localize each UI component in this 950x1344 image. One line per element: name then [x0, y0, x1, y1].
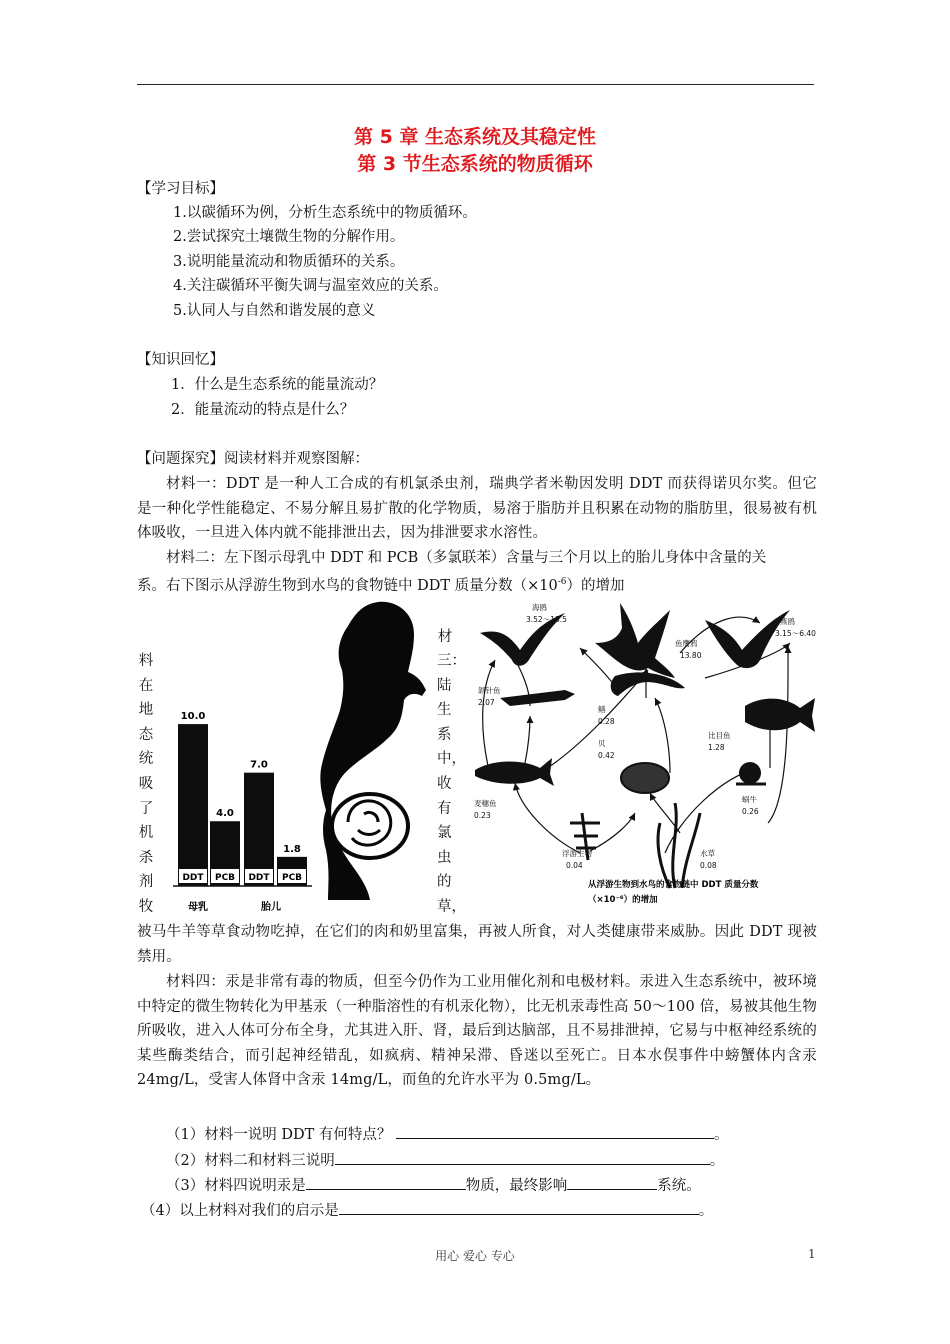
node-value: 0.26	[742, 807, 759, 816]
node-value: 2.07	[478, 698, 495, 707]
osprey-icon	[595, 603, 675, 678]
node-label: 贝	[598, 739, 606, 748]
node-label: 海鸥	[532, 603, 547, 612]
answer-blank-4[interactable]	[339, 1198, 699, 1215]
material-one: 材料一：DDT 是一种人工合成的有机氯杀虫剂，瑞典学者米勒因发明 DDT 而获得诺贝尔奖。但它是一种化学性能稳定、不易分解且易扩散的化学物质，易溶于脂肪并且积累在动物的脂肪里，很易被有机体吸收，一旦进入体内就不能排泄出去，因为排泄要求水溶性。	[137, 476, 817, 542]
group-label-fetus: 胎儿	[261, 902, 281, 913]
question-3: （3）材料四说明汞是 物质，最终影响 系统。	[166, 1173, 701, 1196]
page-number: 1	[808, 1247, 816, 1261]
page-footer: 用心 爱心 专心	[435, 1249, 515, 1263]
tern-icon	[705, 610, 790, 668]
bar-value-label: 1.8	[283, 843, 301, 855]
recall-heading: 【知识回忆】	[137, 352, 224, 368]
node-value: 0.04	[566, 861, 583, 870]
node-label: 麦穗鱼	[474, 799, 497, 808]
material-three-left-column: 料 在 地 态 统 吸 了 机 杀 剂 牧	[138, 653, 154, 915]
objective-item: 1.以碳循环为例，分析生态系统中的物质循环。	[173, 205, 477, 221]
material-four: 材料四：汞是非常有毒的物质，但至今仍作为工业用催化剂和电极材料。汞进入生态系统中，被环境中特定的微生物转化为甲基汞（一种脂溶性的有机汞化物），比无机汞毒性高 50～100 倍，易被其他生物所吸收，进入人体可分布全身，尤其进入肝、肾，最后到达脑部，且不易排泄掉，它易与中枢神经系统的某些酶类结合，而引起神经错乱，如疯病、精神呆滞、昏迷以至死亡。日本水俣事件中螃蟹体内含汞 24mg/L，受害人体肾中含汞 14mg/L，而鱼的允许水平为 0.5mg/L。	[137, 974, 817, 1089]
node-label: 浮游生物	[562, 849, 592, 858]
node-label: 蜗牛	[742, 795, 757, 804]
food-web-caption-line1: 从浮游生物到水鸟的食物链中 DDT 质量分数	[588, 880, 759, 890]
header-rule	[137, 84, 814, 85]
objective-item: 2.尝试探究土壤微生物的分解作用。	[173, 229, 405, 245]
node-value: 3.52～18.5	[526, 615, 567, 624]
answer-blank-2[interactable]	[335, 1148, 710, 1165]
bar-category-label: DDT	[248, 873, 270, 883]
material-two-line2: 系。右下图示从浮游生物到水鸟的食物链中 DDT 质量分数$(\times 10^{-6})$的增加	[137, 577, 625, 594]
node-value: 0.08	[700, 861, 717, 870]
material-three-tail: 被马牛羊等草食动物吃掉，在它们的肉和奶里富集，再被人所食，对人类健康带来威胁。因此 DDT 现被禁用。	[137, 924, 817, 965]
question-1: （1）材料一说明 DDT 有何特点？ 。	[166, 1122, 728, 1145]
bar-value-label: 7.0	[250, 759, 268, 771]
ddt-food-web-diagram	[470, 598, 820, 913]
node-label: 颌针鱼	[478, 686, 501, 695]
recall-item: 1．什么是生态系统的能量流动？	[171, 377, 384, 393]
group-label-mother-milk: 母乳	[188, 902, 208, 913]
node-label: 鱼鹰鸦	[675, 639, 698, 648]
womb	[332, 794, 408, 858]
material-two-line1: 材料二：左下图示母乳中 DDT 和 PCB（多氯联苯）含量与三个月以上的胎儿身体中含量的关	[166, 550, 767, 566]
section-title: 第 3 节生态系统的物质循环	[357, 153, 593, 175]
inquiry-heading: 【问题探究】阅读材料并观察图解：	[137, 451, 369, 467]
pregnant-woman-silhouette	[318, 600, 430, 900]
question-4: （4）以上材料对我们的启示是 。	[141, 1198, 713, 1221]
objective-item: 5.认同人与自然和谐发展的意义	[173, 303, 376, 319]
bar-category-label: PCB	[214, 873, 236, 883]
answer-blank-3b[interactable]	[567, 1173, 657, 1190]
node-value: 0.42	[598, 751, 615, 760]
node-label: 燕鸥	[780, 617, 795, 626]
node-value: 3.15～6.40	[775, 629, 816, 638]
food-web-caption-line2: （×10⁻⁶）的增加	[588, 895, 658, 905]
question-2: （2）材料二和材料三说明 。	[166, 1148, 724, 1171]
answer-blank-3a[interactable]	[306, 1173, 466, 1190]
snail-icon	[739, 762, 761, 784]
node-value: 0.23	[474, 811, 491, 820]
needlefish-icon	[500, 690, 575, 706]
node-label: 比目鱼	[708, 731, 731, 740]
node-value: 1.28	[708, 743, 725, 752]
node-value: 0.28	[598, 717, 615, 726]
bar-category-label: DDT	[182, 873, 204, 883]
flounder-icon	[745, 698, 815, 732]
node-value: 13.80	[680, 651, 702, 660]
material-three-label: 材	[437, 629, 453, 645]
objective-item: 3.说明能量流动和物质循环的关系。	[173, 254, 405, 270]
objective-item: 4.关注碳循环平衡失调与温室效应的关系。	[173, 278, 448, 294]
objectives-heading: 【学习目标】	[137, 181, 224, 197]
bar-value-label: 4.0	[216, 808, 234, 820]
bar-ddt-0	[178, 724, 208, 886]
node-label: 鳝	[598, 705, 606, 714]
node-label: 水草	[700, 849, 715, 858]
answer-blank-1[interactable]	[396, 1122, 714, 1139]
material-three-right-column: 三： 陆 生 系 中， 收 有 氯 虫 的 草，	[437, 653, 466, 915]
ddt-pcb-bar-chart	[170, 690, 315, 920]
eel-icon	[611, 672, 685, 696]
shellfish-icon	[621, 763, 669, 793]
bar-category-label: PCB	[281, 873, 303, 883]
bar-value-label: 10.0	[180, 711, 206, 723]
chapter-title: 第 5 章 生态系统及其稳定性	[353, 126, 597, 148]
water-weed-icon	[658, 803, 700, 888]
recall-item: 2．能量流动的特点是什么？	[171, 402, 355, 418]
